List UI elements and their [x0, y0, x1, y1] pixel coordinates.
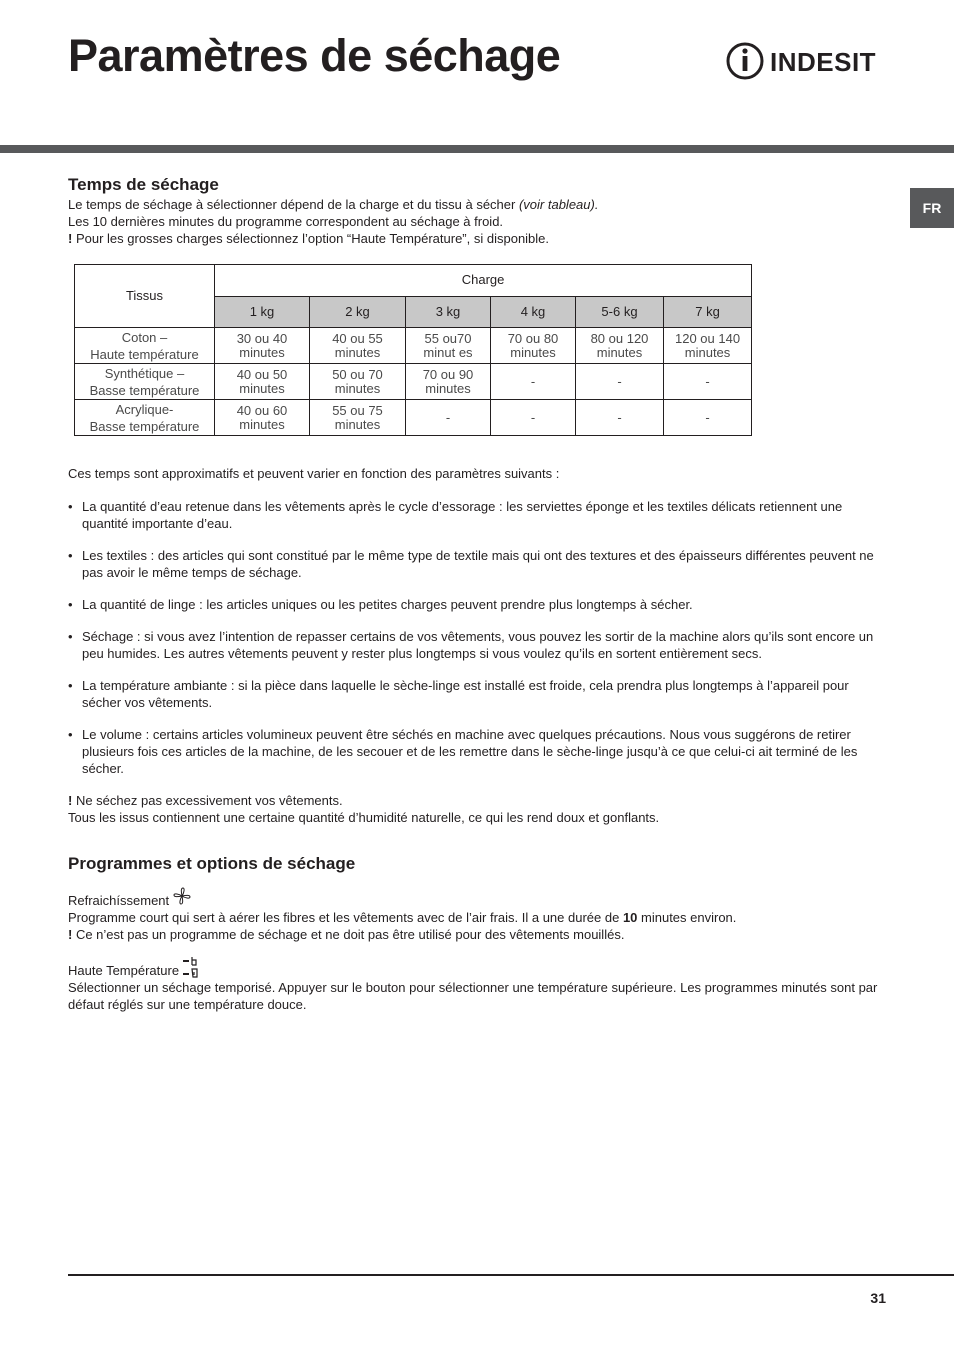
time-cell: 40 ou 50 minutes	[215, 364, 310, 400]
load-header: 2 kg	[310, 296, 406, 328]
section-heading-programs: Programmes et options de séchage	[68, 854, 356, 873]
time-cell: 55 ou 75 minutes	[310, 400, 406, 436]
time-cell: 40 ou 55 minutes	[310, 328, 406, 364]
brand-logo	[726, 40, 886, 82]
time-cell: 40 ou 60 minutes	[215, 400, 310, 436]
time-cell: 50 ou 70 minutes	[310, 364, 406, 400]
main-content	[68, 174, 888, 1013]
time-cell: -	[664, 364, 752, 400]
list-item: • Les textiles : des articles qui sont constitué par le même type de textile mais qui ont des textures et des épaisseurs différentes peuvent ne pas avoir le même temps de séchage.	[68, 547, 888, 581]
indesit-logo-icon	[726, 40, 886, 82]
overdry-warning: ! Ne séchez pas excessivement vos vêtements.	[68, 793, 343, 808]
load-header: 1 kg	[215, 296, 310, 328]
drying-time-line-1: Le temps de séchage à sélectionner dépend de la charge et du tissu à sécher (voir tableau).	[68, 197, 599, 212]
header-divider	[0, 145, 954, 153]
time-cell: -	[664, 400, 752, 436]
high-temp-description: Sélectionner un séchage temporisé. Appuyer sur le bouton pour sélectionner une température supérieure. Les programmes minutés sont par défaut réglés sur une température douce.	[68, 980, 878, 1012]
fan-icon	[172, 887, 192, 909]
page-number: 31	[870, 1290, 886, 1306]
svg-text:INDESIT: INDESIT	[770, 47, 877, 77]
table-row	[75, 400, 752, 436]
section-heading-drying-time: Temps de séchage	[68, 175, 219, 194]
language-tab: FR	[910, 188, 954, 228]
fabric-cell: Synthétique – Basse température	[75, 364, 215, 400]
factors-list	[68, 498, 888, 777]
factors-intro: Ces temps sont approximatifs et peuvent varier en fonction des paramètres suivants :	[68, 466, 560, 481]
warning-mark: !	[68, 927, 73, 942]
table-row	[75, 364, 752, 400]
high-temp-option	[68, 955, 888, 979]
table-header-load: Charge	[215, 265, 752, 297]
fabric-cell: Coton – Haute température	[75, 328, 215, 364]
time-cell: 30 ou 40 minutes	[215, 328, 310, 364]
table-row	[75, 328, 752, 364]
load-header: 7 kg	[664, 296, 752, 328]
high-temp-label: Haute Température	[68, 963, 180, 978]
time-cell: -	[576, 400, 664, 436]
time-cell: 70 ou 80 minutes	[491, 328, 576, 364]
drying-time-line-2: Les 10 dernières minutes du programme correspondent au séchage à froid.	[68, 214, 504, 229]
load-header: 4 kg	[491, 296, 576, 328]
list-item: • Séchage : si vous avez l’intention de repasser certains de vos vêtements, vous pouvez les sortir de la machine alors qu’ils sont encore un peu humides. Les autres vêtements peuvent y rester plus longtemps si vous voulez qu’ils en sortent entièrement secs.	[68, 628, 888, 662]
time-cell: 55 ou70 minut es	[406, 328, 491, 364]
time-cell: 70 ou 90 minutes	[406, 364, 491, 400]
refresh-description: Programme court qui sert à aérer les fibres et les vêtements avec de l’air frais. Il a une durée de 10 minutes environ.	[68, 910, 737, 925]
list-item: • La température ambiante : si la pièce dans laquelle le sèche-linge est installé est froide, cela prendra plus longtemps à l’appareil pour sécher vos vêtements.	[68, 677, 888, 711]
refresh-option	[68, 887, 888, 909]
time-cell: -	[491, 364, 576, 400]
time-cell: -	[406, 400, 491, 436]
time-cell: 120 ou 140 minutes	[664, 328, 752, 364]
drying-time-warning: ! Pour les grosses charges sélectionnez l’option “Haute Température”, si disponible.	[68, 231, 550, 246]
time-cell: -	[491, 400, 576, 436]
list-item: • Le volume : certains articles volumineux peuvent être séchés en machine avec quelques précautions. Nous vous suggérons de retirer plusieurs fois ces articles de la machine, de les secouer et de les remettre dans le sèche-linge jusqu’à ce que celui-ci ait terminé de les sécher.	[68, 726, 888, 777]
warning-mark: !	[68, 231, 73, 246]
fabric-cell: Acrylique- Basse température	[75, 400, 215, 436]
time-cell: 80 ou 120 minutes	[576, 328, 664, 364]
refresh-label: Refraichíssement	[68, 893, 170, 908]
hand-temperature-icon	[182, 955, 204, 979]
time-cell: -	[576, 364, 664, 400]
page-title: Paramètres de séchage	[68, 30, 561, 81]
humidity-note: Tous les issus contiennent une certaine quantité d’humidité naturelle, ce qui les rend doux et gonflants.	[68, 810, 660, 825]
table-header-fabric: Tissus	[75, 265, 215, 328]
refresh-warning: ! Ce n’est pas un programme de séchage et ne doit pas être utilisé pour des vêtements mouillés.	[68, 927, 625, 942]
load-header: 3 kg	[406, 296, 491, 328]
list-item: • La quantité d’eau retenue dans les vêtements après le cycle d’essorage : les serviettes éponge et les textiles délicats retiennent une quantité importante d’eau.	[68, 498, 888, 532]
list-item: • La quantité de linge : les articles uniques ou les petites charges peuvent prendre plus longtemps à sécher.	[68, 596, 888, 613]
footer-divider	[68, 1274, 954, 1276]
drying-time-table	[74, 264, 752, 436]
load-header: 5-6 kg	[576, 296, 664, 328]
warning-mark: !	[68, 793, 73, 808]
